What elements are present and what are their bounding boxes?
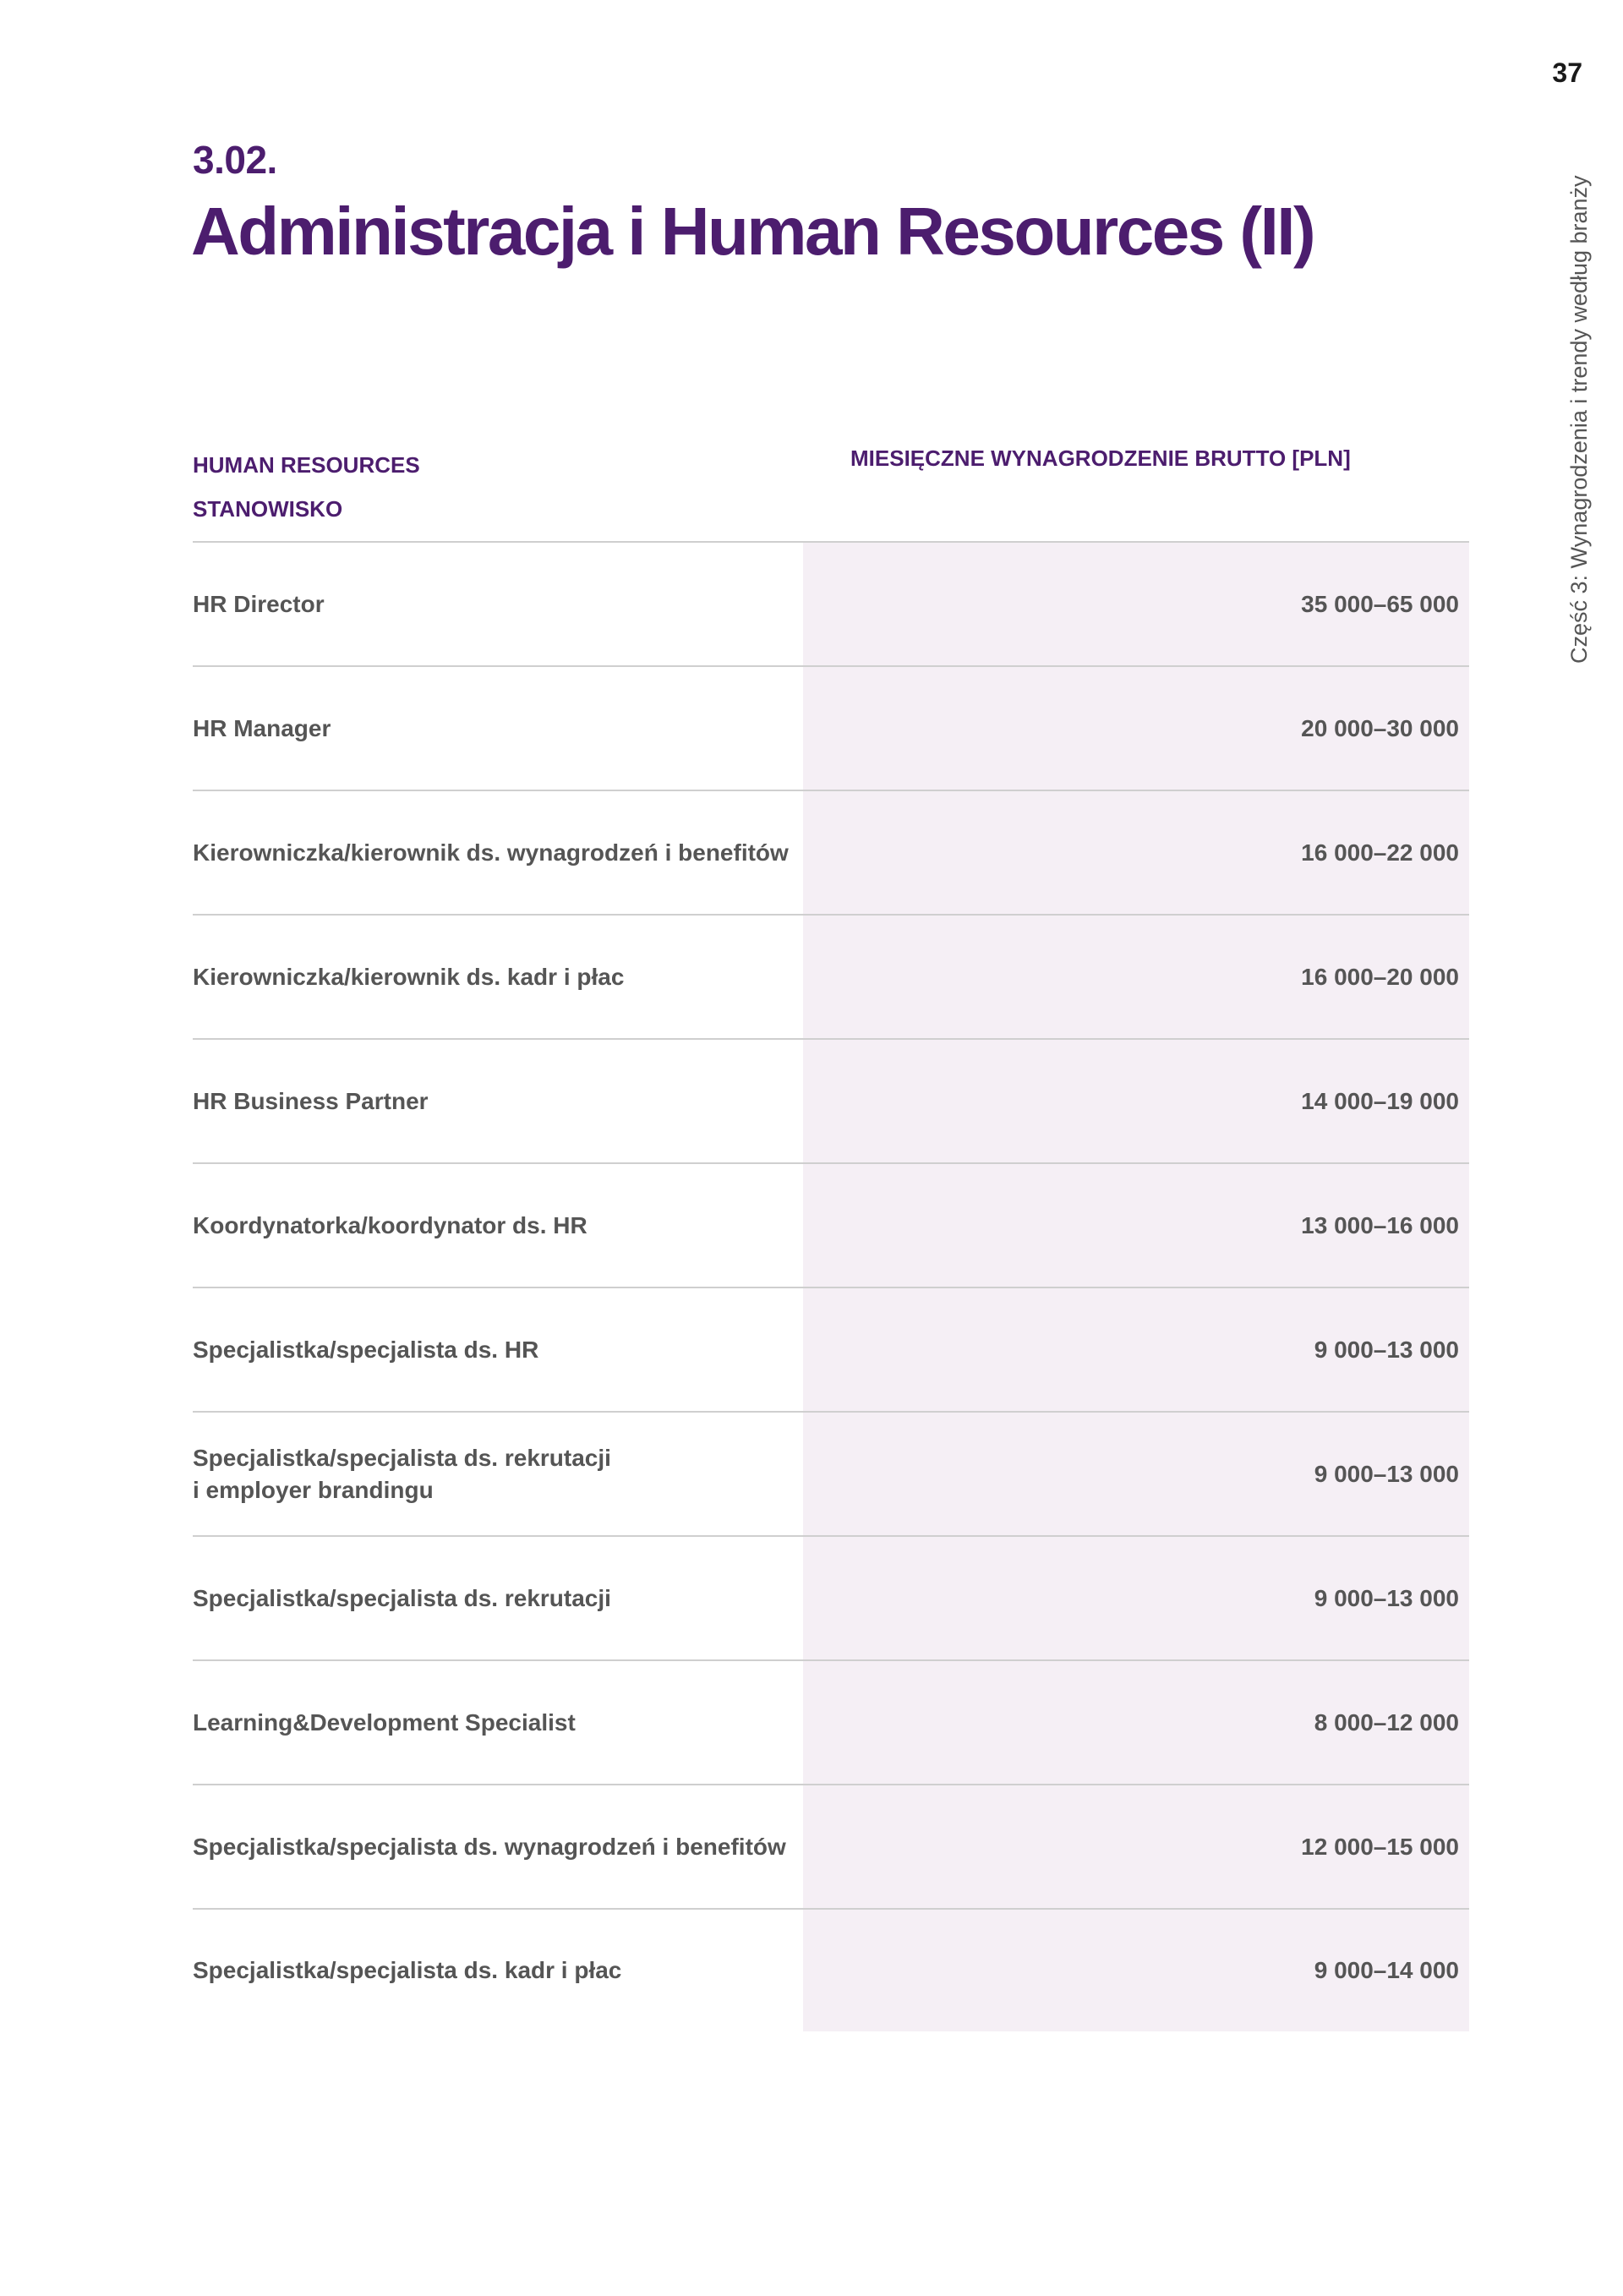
salary-cell: 9 000–13 000 — [803, 1288, 1469, 1411]
page-number: 37 — [1552, 57, 1582, 88]
salary-cell: 14 000–19 000 — [803, 1040, 1469, 1162]
salary-cell: 35 000–65 000 — [803, 543, 1469, 665]
header-position: STANOWISKO — [193, 496, 343, 522]
salary-table — [193, 541, 1469, 2031]
salary-cell: 20 000–30 000 — [803, 667, 1469, 790]
table-row — [193, 1288, 1469, 1413]
table-row — [193, 1910, 1469, 2031]
position-cell: Kierowniczka/kierownik ds. kadr i płac — [193, 963, 625, 990]
salary-cell: 9 000–14 000 — [803, 1910, 1469, 2031]
position-cell: HR Director — [193, 590, 325, 617]
table-row — [193, 1164, 1469, 1288]
position-cell: HR Manager — [193, 714, 331, 741]
table-row — [193, 1537, 1469, 1661]
salary-cell: 9 000–13 000 — [803, 1413, 1469, 1535]
position-cell: Specjalistka/specjalista ds. rekrutacji — [193, 1584, 611, 1611]
position-cell: Specjalistka/specjalista ds. kadr i płac — [193, 1957, 622, 1983]
table-row — [193, 791, 1469, 916]
page-title: Administracja i Human Resources (II) — [191, 194, 1314, 269]
table-header-left — [193, 443, 420, 531]
salary-cell: 12 000–15 000 — [803, 1785, 1469, 1908]
salary-cell: 8 000–12 000 — [803, 1661, 1469, 1784]
position-cell: Kierowniczka/kierownik ds. wynagrodzeń i benefitów — [193, 839, 789, 866]
position-cell: Learning&Development Specialist — [193, 1708, 576, 1736]
salary-cell: 16 000–22 000 — [803, 791, 1469, 914]
position-cell: HR Business Partner — [193, 1087, 429, 1114]
table-row — [193, 1785, 1469, 1910]
table-row — [193, 916, 1469, 1040]
header-category: HUMAN RESOURCES — [193, 452, 420, 478]
position-cell: Specjalistka/specjalista ds. HR — [193, 1336, 539, 1363]
table-row — [193, 543, 1469, 667]
header-salary: MIESIĘCZNE WYNAGRODZENIE BRUTTO [PLN] — [850, 446, 1351, 471]
salary-cell: 13 000–16 000 — [803, 1164, 1469, 1287]
salary-cell: 9 000–13 000 — [803, 1537, 1469, 1659]
table-row — [193, 1661, 1469, 1785]
side-chapter-label: Część 3: Wynagrodzenia i trendy według branży — [1566, 175, 1592, 664]
salary-cell: 16 000–20 000 — [803, 916, 1469, 1038]
section-number: 3.02. — [193, 138, 277, 182]
table-row — [193, 1040, 1469, 1164]
position-cell: Specjalistka/specjalista ds. rekrutacji i employer brandingu — [193, 1444, 611, 1503]
table-row — [193, 1413, 1469, 1537]
position-cell: Koordynatorka/koordynator ds. HR — [193, 1211, 587, 1238]
table-row — [193, 667, 1469, 791]
position-cell: Specjalistka/specjalista ds. wynagrodzeń i benefitów — [193, 1833, 786, 1860]
